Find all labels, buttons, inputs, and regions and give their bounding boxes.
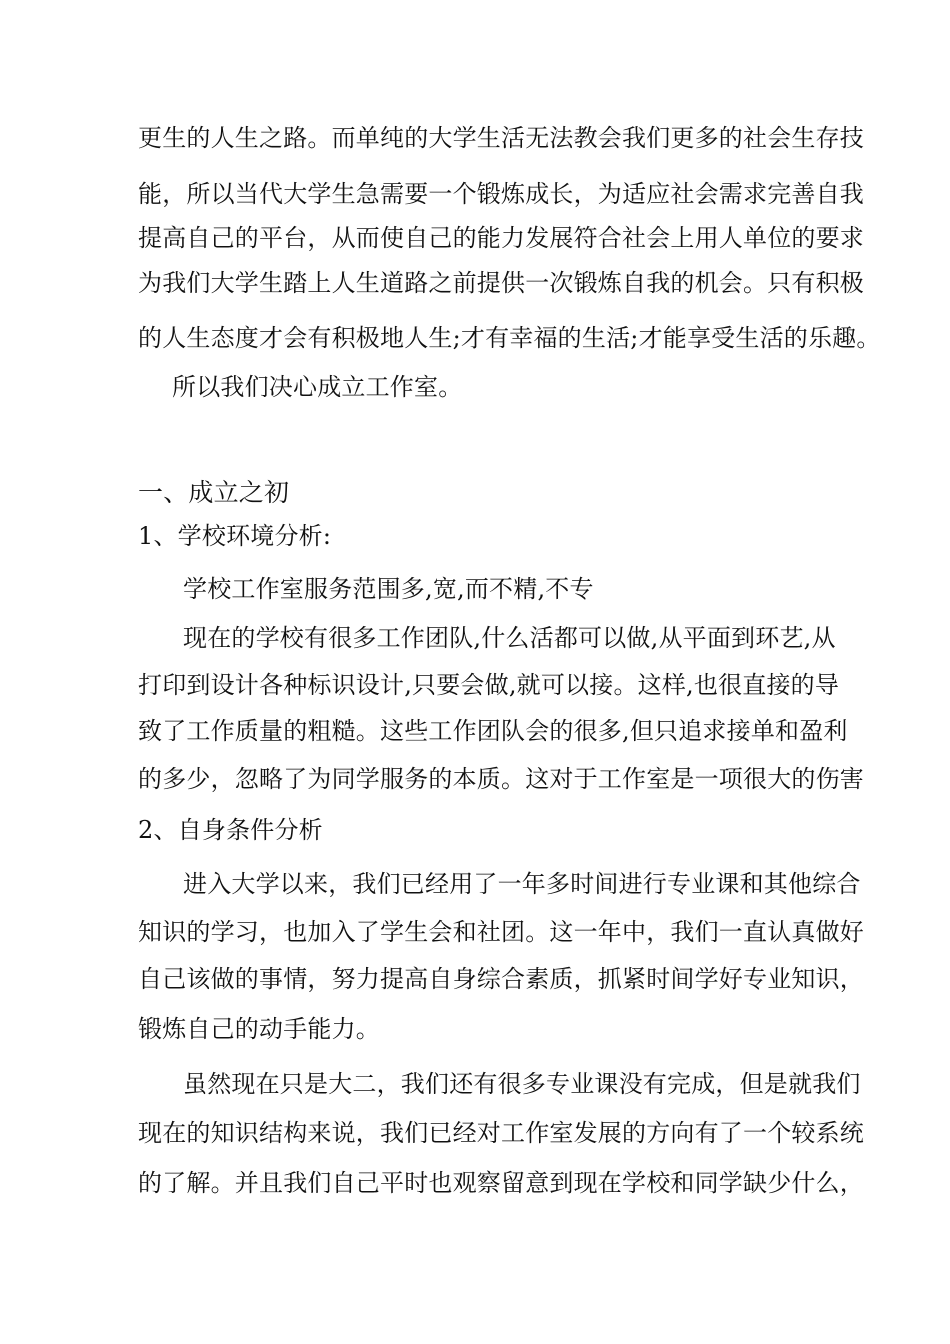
text-line: 现在的知识结构来说，我们已经对工作室发展的方向有了一个较系统 bbox=[138, 1119, 864, 1147]
subsection-heading: 2、自身条件分析 bbox=[138, 816, 323, 844]
text-line: 知识的学习，也加入了学生会和社团。这一年中，我们一直认真做好 bbox=[138, 918, 864, 946]
section-heading: 一、成立之初 bbox=[138, 478, 290, 507]
text-line: 为我们大学生踏上人生道路之前提供一次锻炼自我的机会。只有积极 bbox=[138, 269, 864, 297]
summary-line: 学校工作室服务范围多,宽,而不精,不专 bbox=[183, 575, 594, 603]
text-line: 虽然现在只是大二，我们还有很多专业课没有完成，但是就我们 bbox=[183, 1070, 861, 1098]
text-line: 提高自己的平台，从而使自己的能力发展符合社会上用人单位的要求 bbox=[138, 224, 864, 252]
decision-line: 所以我们决心成立工作室。 bbox=[172, 373, 463, 401]
text-line: 进入大学以来，我们已经用了一年多时间进行专业课和其他综合 bbox=[183, 870, 861, 898]
text-line: 致了工作质量的粗糙。这些工作团队会的很多,但只追求接单和盈利 bbox=[138, 717, 848, 745]
text-line: 现在的学校有很多工作团队,什么活都可以做,从平面到环艺,从 bbox=[183, 624, 836, 652]
text-line: 的了解。并且我们自己平时也观察留意到现在学校和同学缺少什么， bbox=[138, 1169, 864, 1197]
text-line: 打印到设计各种标识设计,只要会做,就可以接。这样,也很直接的导 bbox=[138, 671, 840, 699]
text-line: 自己该做的事情，努力提高自身综合素质，抓紧时间学好专业知识， bbox=[138, 965, 864, 993]
text-line: 的人生态度才会有积极地人生;才有幸福的生活;才能享受生活的乐趣。 bbox=[138, 324, 881, 352]
text-line: 的多少，忽略了为同学服务的本质。这对于工作室是一项很大的伤害 bbox=[138, 765, 864, 793]
subsection-heading: 1、学校环境分析: bbox=[138, 522, 332, 550]
text-line: 更生的人生之路。而单纯的大学生活无法教会我们更多的社会生存技 bbox=[138, 124, 864, 152]
text-line: 锻炼自己的动手能力。 bbox=[138, 1015, 380, 1043]
text-line: 能，所以当代大学生急需要一个锻炼成长，为适应社会需求完善自我 bbox=[138, 180, 864, 208]
